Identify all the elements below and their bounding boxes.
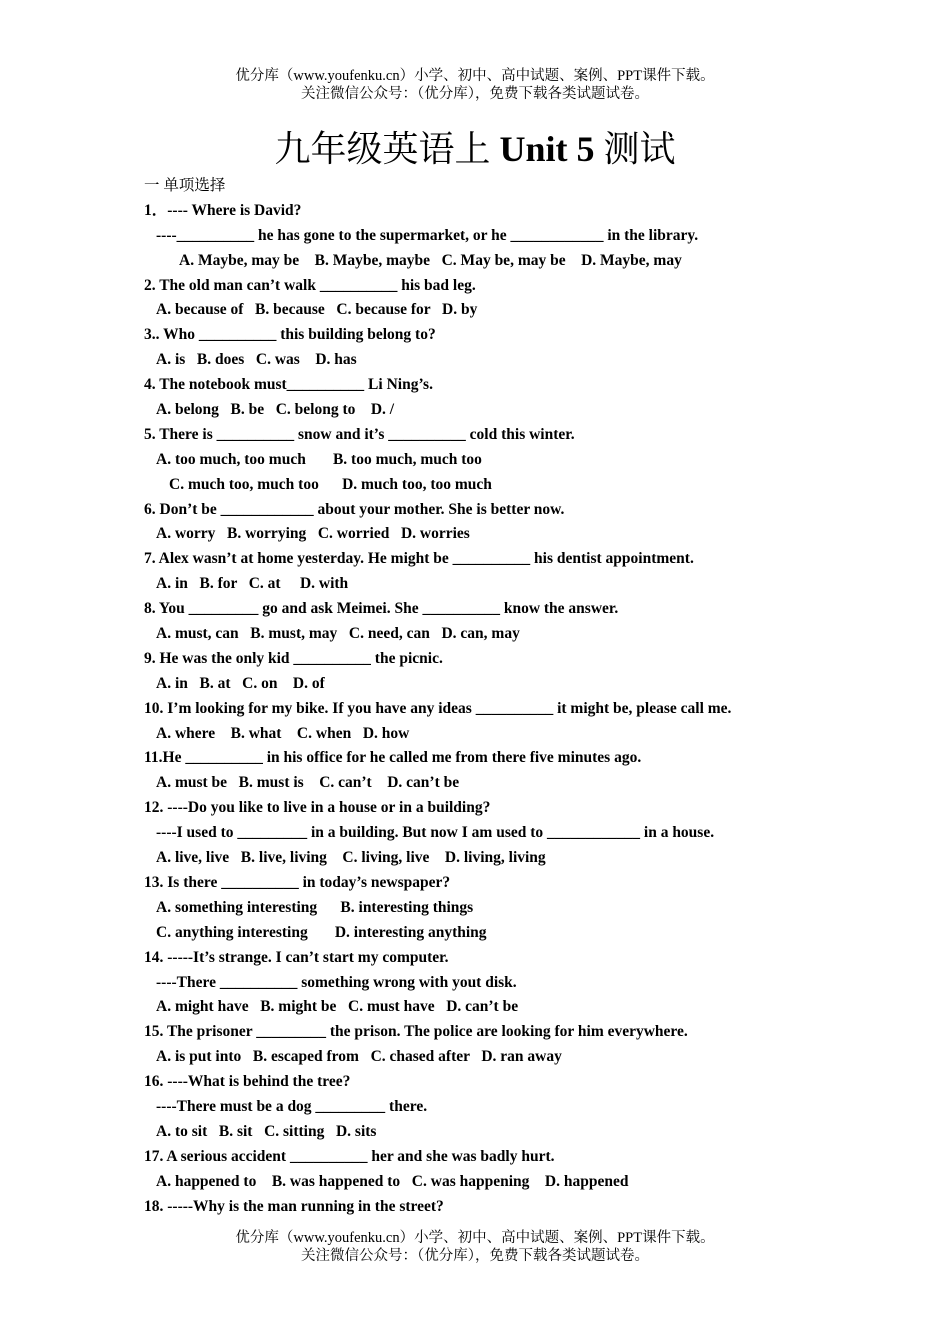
question-16-options: A. to sit B. sit C. sitting D. sits: [156, 1122, 377, 1140]
question-17: 17. A serious accident __________ her and she was badly hurt.: [144, 1147, 555, 1165]
question-13: 13. Is there __________ in today’s newspaper?: [144, 873, 451, 891]
title-cn: 九年级英语上: [274, 129, 500, 169]
question-16-response: ----There must be a dog _________ there.: [156, 1097, 428, 1115]
question-9: 9. He was the only kid __________ the picnic.: [144, 649, 443, 667]
question-13-options-cd: C. anything interesting D. interesting anything: [156, 923, 487, 941]
question-12: 12. ----Do you like to live in a house or in a building?: [144, 799, 491, 817]
page-footer: [0, 1229, 950, 1265]
question-12-options: A. live, live B. live, living C. living, live D. living, living: [156, 849, 546, 867]
question-17-options: A. happened to B. was happened to C. was happening D. happened: [156, 1172, 629, 1190]
document-title: [0, 127, 950, 171]
question-6: 6. Don’t be ____________ about your mother. She is better now.: [144, 500, 565, 518]
question-7: 7. Alex wasn’t at home yesterday. He might be __________ his dentist appointment.: [144, 550, 694, 568]
question-6-options: A. worry B. worrying C. worried D. worries: [156, 525, 470, 543]
question-1-response: ----__________ he has gone to the supermarket, or he ____________ in the library.: [156, 226, 699, 244]
title-cn-2: 测试: [603, 129, 676, 169]
question-8-options: A. must, can B. must, may C. need, can D. can, may: [156, 625, 520, 643]
question-2: 2. The old man can’t walk __________ his bad leg.: [144, 276, 476, 294]
question-7-options: A. in B. for C. at D. with: [156, 575, 349, 593]
question-14-response: ----There __________ something wrong with yout disk.: [156, 973, 517, 991]
question-5-options-ab: A. too much, too much B. too much, much too: [156, 450, 482, 468]
question-4: 4. The notebook must__________ Li Ning’s.: [144, 376, 433, 394]
question-8: 8. You _________ go and ask Meimei. She __________ know the answer.: [144, 600, 619, 618]
question-15: 15. The prisoner _________ the prison. The police are looking for him everywhere.: [144, 1023, 688, 1041]
question-10: 10. I’m looking for my bike. If you have any ideas __________ it might be, please call me.: [144, 699, 732, 717]
question-14-options: A. might have B. might be C. must have D. can’t be: [156, 998, 519, 1016]
question-list: [144, 174, 844, 1219]
question-13-options-ab: A. something interesting B. interesting things: [156, 898, 474, 916]
question-5-options-cd: C. much too, much too D. much too, too much: [169, 475, 492, 493]
question-15-options: A. is put into B. escaped from C. chased after D. ran away: [156, 1048, 562, 1066]
title-unit: Unit 5: [499, 129, 604, 169]
question-18: 18. -----Why is the man running in the street?: [144, 1197, 444, 1215]
question-3-options: A. is B. does C. was D. has: [156, 351, 357, 369]
question-1-options: A. Maybe, may be B. Maybe, maybe C. May be, may be D. Maybe, may: [179, 251, 682, 269]
question-5: 5. There is __________ snow and it’s __________ cold this winter.: [144, 425, 575, 443]
question-16: 16. ----What is behind the tree?: [144, 1073, 351, 1091]
header-line-2: 关注微信公众号：（优分库），免费下载各类试题试卷。: [301, 86, 649, 102]
question-11-options: A. must be B. must is C. can’t D. can’t be: [156, 774, 460, 792]
footer-line-2: 关注微信公众号：（优分库），免费下载各类试题试卷。: [301, 1248, 649, 1264]
question-4-options: A. belong B. be C. belong to D. /: [156, 401, 395, 419]
question-9-options: A. in B. at C. on D. of: [156, 674, 325, 692]
question-11: 11.He __________ in his office for he called me from there five minutes ago.: [144, 749, 642, 767]
footer-line-1: 优分库（www.youfenku.cn）小学、初中、高中试题、案例、PPT课件下载。: [235, 1230, 715, 1246]
question-10-options: A. where B. what C. when D. how: [156, 724, 410, 742]
section-heading: 一 单项选择: [144, 177, 226, 194]
page-header: [0, 67, 950, 103]
question-3: 3.. Who __________ this building belong to?: [144, 326, 436, 344]
question-1: 1．---- Where is David?: [144, 201, 302, 219]
question-12-response: ----I used to _________ in a building. But now I am used to ____________ in a house.: [156, 824, 715, 842]
question-2-options: A. because of B. because C. because for D. by: [156, 301, 478, 319]
question-14: 14. -----It’s strange. I can’t start my computer.: [144, 948, 449, 966]
header-line-1: 优分库（www.youfenku.cn）小学、初中、高中试题、案例、PPT课件下载。: [235, 68, 715, 84]
